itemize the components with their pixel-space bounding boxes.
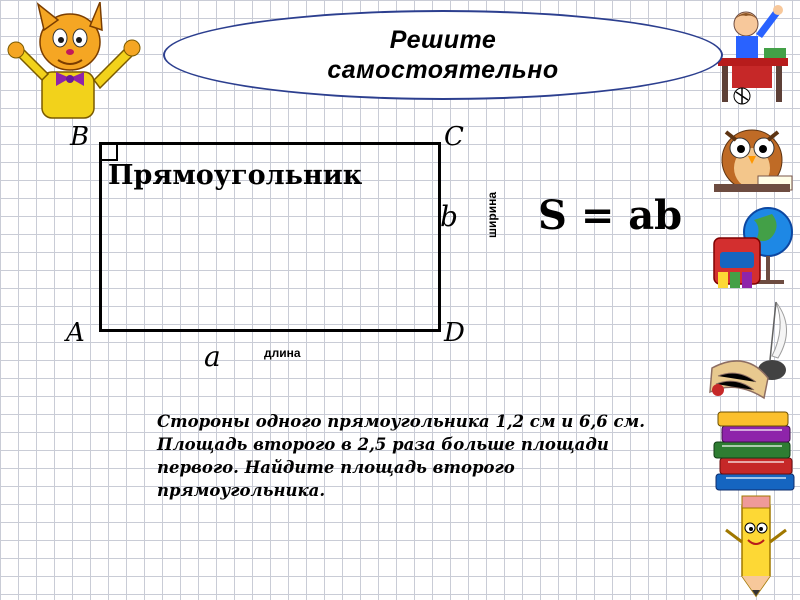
problem-line: первого. Найдите площадь второго bbox=[157, 458, 515, 477]
title-oval bbox=[163, 10, 723, 100]
side-b-label: b bbox=[440, 200, 458, 233]
vertex-a: A bbox=[66, 318, 85, 348]
problem-line: прямоугольника. bbox=[157, 481, 326, 500]
scroll-quill-icon bbox=[706, 298, 798, 403]
owl-icon bbox=[706, 118, 798, 196]
globe-backpack-icon bbox=[708, 200, 798, 295]
problem-text bbox=[157, 410, 717, 502]
length-label: длина bbox=[264, 346, 301, 360]
problem-line: Площадь второго в 2,5 раза больше площади bbox=[157, 435, 609, 454]
vertex-c: C bbox=[444, 122, 464, 152]
side-a-label: a bbox=[204, 340, 221, 373]
schoolboy-desk-icon bbox=[712, 2, 798, 110]
shape-name: Прямоугольник bbox=[108, 160, 363, 191]
width-label: ширина bbox=[485, 192, 499, 239]
pencil-character-icon bbox=[716, 492, 796, 598]
title-line-1: Решите bbox=[389, 26, 497, 54]
vertex-d: D bbox=[444, 318, 465, 348]
title-line-2: самостоятельно bbox=[327, 56, 559, 84]
books-stack-icon bbox=[710, 408, 798, 496]
vertex-b: B bbox=[70, 122, 90, 152]
right-angle-mark bbox=[102, 145, 118, 161]
area-formula: S = ab bbox=[538, 192, 683, 239]
cat-icon bbox=[4, 2, 142, 120]
problem-line: Стороны одного прямоугольника 1,2 см и 6,6 см. bbox=[157, 412, 645, 431]
